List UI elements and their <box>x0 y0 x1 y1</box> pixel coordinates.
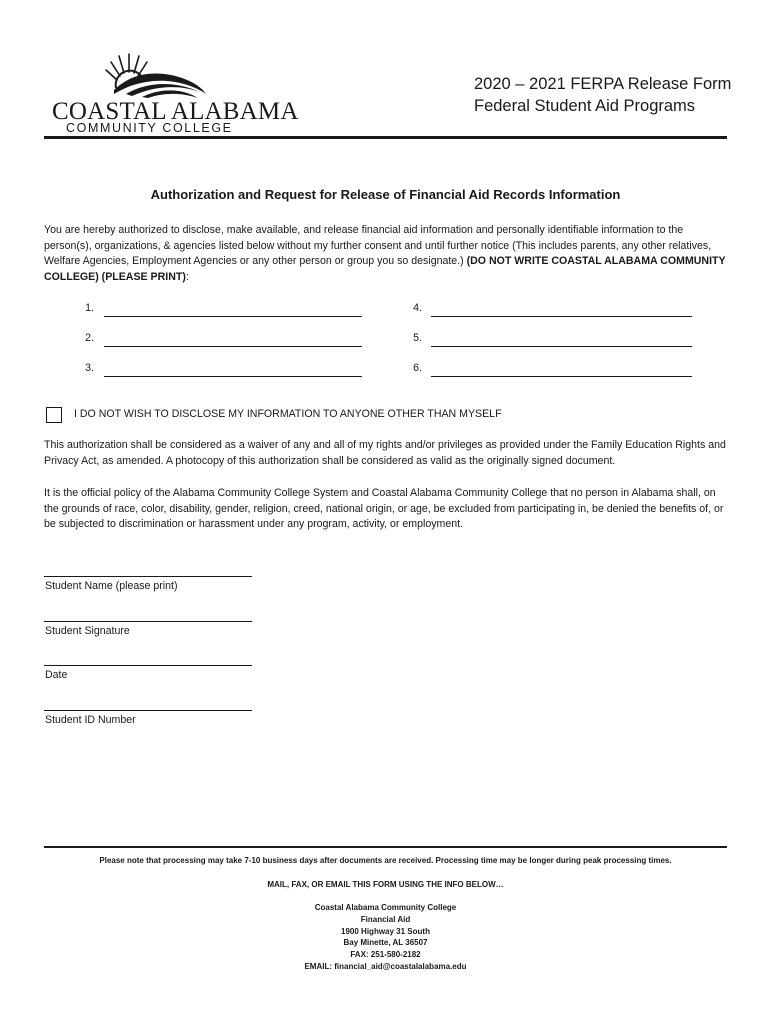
date-label: Date <box>45 669 68 681</box>
recipient-line-4[interactable] <box>431 316 692 317</box>
recipient-line-6[interactable] <box>431 376 692 377</box>
address-college: Coastal Alabama Community College <box>314 903 457 912</box>
processing-note: Please note that processing may take 7-10 business days after documents are received. Processing time may be longer during peak processing times. <box>99 856 672 865</box>
recipient-line-2[interactable] <box>104 346 362 347</box>
student-signature-line[interactable] <box>44 621 252 622</box>
form-title: Authorization and Request for Release of Financial Aid Records Information <box>150 187 621 202</box>
student-id-line[interactable] <box>44 710 252 711</box>
student-id-label: Student ID Number <box>45 714 136 726</box>
form-year-title: 2020 – 2021 FERPA Release Form <box>474 75 732 93</box>
line-number-3: 3. <box>85 362 94 374</box>
address-street: 1900 Highway 31 South <box>341 926 430 936</box>
college-subtitle: COMMUNITY COLLEGE <box>66 121 233 135</box>
line-number-4: 4. <box>413 302 422 314</box>
recipient-line-5[interactable] <box>431 346 692 347</box>
intro-paragraph <box>44 223 728 285</box>
line-number-2: 2. <box>85 332 94 344</box>
form-program-title: Federal Student Aid Programs <box>474 97 696 115</box>
recipient-line-1[interactable] <box>104 316 362 317</box>
waiver-paragraph: This authorization shall be considered as a waiver of any and all of my rights and/or privileges as provided under the Family Education Rights and Privacy Act, as amended. A photocopy of this authorization shall be considered as valid as the originally signed document. <box>44 439 726 467</box>
policy-paragraph: It is the official policy of the Alabama Community College System and Coastal Alabama Community College that no person in Alabama shall, on the grounds of race, color, disability, gender, religion, creed, national origin, or age, be excluded from participating in, be denied the benefits of, or be subjected to discrimination or harassment under any program, activity, or employment. <box>44 487 724 531</box>
student-name-label: Student Name (please print) <box>45 580 178 592</box>
address-city: Bay Minette, AL 36507 <box>343 938 428 948</box>
footer-divider <box>44 846 727 848</box>
contact-address <box>44 902 727 973</box>
mail-instructions: MAIL, FAX, OR EMAIL THIS FORM USING THE INFO BELOW… <box>267 880 504 889</box>
line-number-6: 6. <box>413 362 422 374</box>
line-number-1: 1. <box>85 302 94 314</box>
line-number-5: 5. <box>413 332 422 344</box>
date-line[interactable] <box>44 665 252 666</box>
no-disclosure-label: I DO NOT WISH TO DISCLOSE MY INFORMATION TO ANYONE OTHER THAN MYSELF <box>74 408 502 420</box>
college-name: COASTAL ALABAMA <box>52 98 299 125</box>
intro-text: You are hereby authorized to disclose, make available, and release financial aid information and personally identifiable information to the person(s), organizations, & agencies listed below without my further consent and until further notice (This includes parents, any other relatives, Welfare Agencies, Employment Agencies or any other person or group you so designate.) <box>44 224 712 268</box>
student-signature-label: Student Signature <box>45 625 130 637</box>
intro-end: : <box>185 270 189 283</box>
student-name-line[interactable] <box>44 576 252 577</box>
header-divider <box>44 136 727 139</box>
address-department: Financial Aid <box>360 914 411 924</box>
address-fax: FAX: 251-580-2182 <box>350 950 421 960</box>
intro-bold-text: (DO NOT WRITE COASTAL ALABAMA COMMUNITY COLLEGE) (PLEASE PRINT) <box>44 255 726 283</box>
no-disclosure-checkbox[interactable] <box>46 407 62 423</box>
header-title <box>474 73 731 117</box>
college-logo <box>52 48 299 140</box>
sunrise-wave-logo-icon <box>102 48 212 100</box>
recipient-line-3[interactable] <box>104 376 362 377</box>
address-email[interactable]: EMAIL: financial_aid@coastalalabama.edu <box>304 961 467 971</box>
